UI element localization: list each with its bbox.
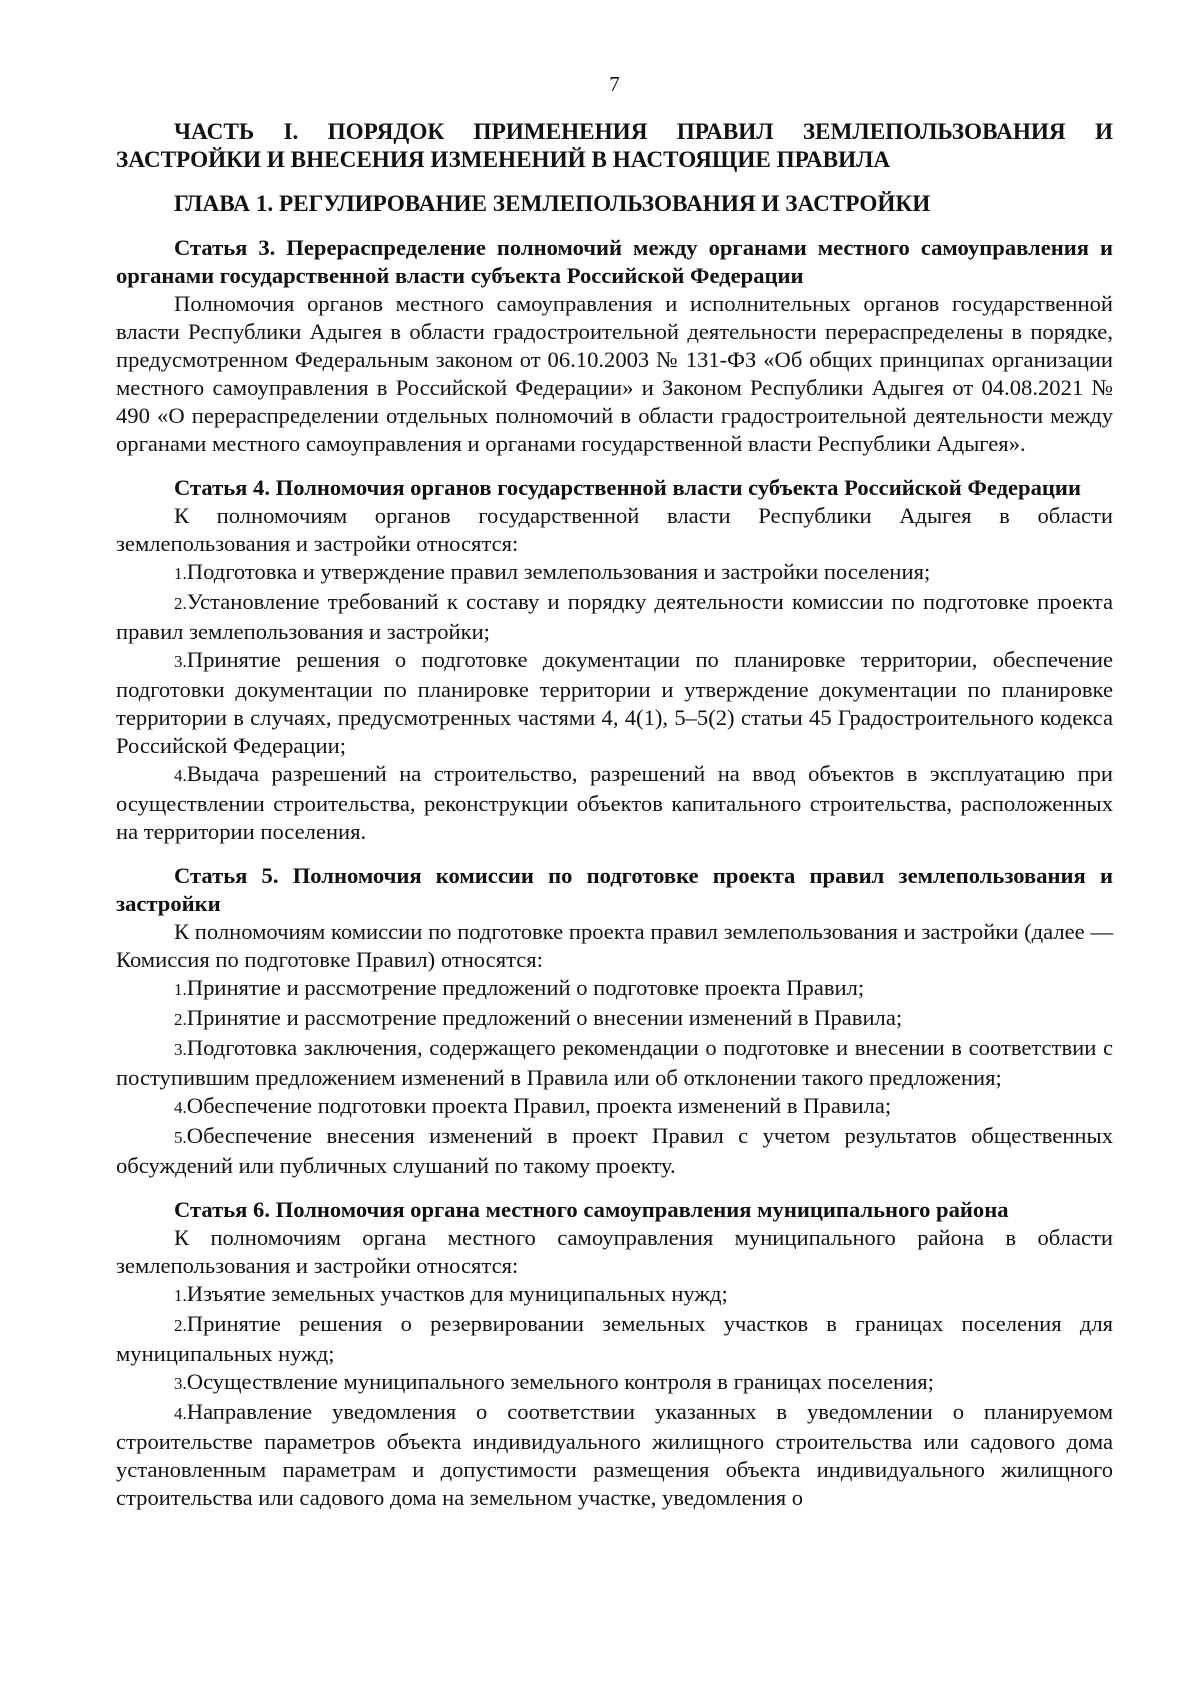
article-item-list bbox=[116, 1280, 1113, 1512]
article-item-list bbox=[116, 558, 1113, 846]
list-item: 1.Изъятие земельных участков для муниципальных нужд; bbox=[174, 1281, 728, 1306]
article-intro: К полномочиям органов государственной власти Республики Адыгея в области землепользования и застройки относятся: bbox=[116, 503, 1113, 556]
article-paragraph: Полномочия органов местного самоуправления и исполнительных органов государственной власти Республики Адыгея в области градостроительной деятельности перераспределены в порядке, предусмотренном Федеральным законом от 06.10.2003 № 131-ФЗ «Об общих принципах организации местного самоуправления в Российской Федерации» и Законом Республики Адыгея от 04.08.2021 № 490 «О перераспределении отдельных полномочий в области градостроительной деятельности между органами местного самоуправления и органами государственной власти Республики Адыгея». bbox=[116, 291, 1113, 456]
article-intro: К полномочиям органа местного самоуправления муниципального района в области землепользования и застройки относятся: bbox=[116, 1225, 1113, 1278]
page-number: 7 bbox=[609, 72, 620, 96]
article-4 bbox=[116, 474, 1113, 846]
list-item: 3.Подготовка заключения, содержащего рекомендации о подготовке и внесении в соответствии с поступившим предложением изменений в Правила или об отклонении такого предложения; bbox=[116, 1035, 1113, 1090]
list-item: 1.Принятие и рассмотрение предложений о подготовке проекта Правил; bbox=[174, 975, 865, 1000]
list-item: 5.Обеспечение внесения изменений в проект Правил с учетом результатов общественных обсуждений или публичных слушаний по такому проекту. bbox=[116, 1123, 1113, 1178]
article-title: Статья 4. Полномочия органов государственной власти субъекта Российской Федерации bbox=[174, 475, 1081, 500]
list-item: 3.Осуществление муниципального земельного контроля в границах поселения; bbox=[174, 1369, 934, 1394]
article-item-list bbox=[116, 974, 1113, 1180]
list-item: 4.Направление уведомления о соответствии указанных в уведомлении о планируемом строительстве параметров объекта индивидуального жилищного строительства или садового дома установленным параметрам и допустимости размещения объекта индивидуального жилищного строительства или садового дома на земельном участке, уведомления о bbox=[116, 1399, 1113, 1510]
article-6 bbox=[116, 1196, 1113, 1512]
list-item: 4.Выдача разрешений на строительство, разрешений на ввод объектов в эксплуатацию при осуществлении строительства, реконструкции объектов капитального строительства, расположенных на территории поселения. bbox=[116, 761, 1113, 844]
article-intro: К полномочиям комиссии по подготовке проекта правил землепользования и застройки (далее — Комиссия по подготовке Правил) относятся: bbox=[116, 919, 1113, 972]
article-5 bbox=[116, 862, 1113, 1180]
part-title: ЧАСТЬ I. ПОРЯДОК ПРИМЕНЕНИЯ ПРАВИЛ ЗЕМЛЕПОЛЬЗОВАНИЯ И ЗАСТРОЙКИ И ВНЕСЕНИЯ ИЗМЕНЕНИЙ В НАСТОЯЩИЕ ПРАВИЛА bbox=[116, 119, 1113, 173]
list-item: 2.Установление требований к составу и порядку деятельности комиссии по подготовке проекта правил землепользования и застройки; bbox=[116, 589, 1113, 644]
article-title: Статья 3. Перераспределение полномочий между органами местного самоуправления и органами государственной власти субъекта Российской Федерации bbox=[116, 235, 1113, 288]
list-item: 2.Принятие решения о резервировании земельных участков в границах поселения для муниципальных нужд; bbox=[116, 1311, 1113, 1366]
article-3 bbox=[116, 234, 1113, 458]
list-item: 4.Обеспечение подготовки проекта Правил, проекта изменений в Правила; bbox=[174, 1093, 892, 1118]
list-item: 3.Принятие решения о подготовке документации по планировке территории, обеспечение подготовки документации по планировке территории и утверждение документации по планировке территории в случаях, предусмотренных частями 4, 4(1), 5–5(2) статьи 45 Градостроительного кодекса Российской Федерации; bbox=[116, 647, 1113, 758]
chapter-title: ГЛАВА 1. РЕГУЛИРОВАНИЕ ЗЕМЛЕПОЛЬЗОВАНИЯ И ЗАСТРОЙКИ bbox=[174, 191, 931, 217]
document-page bbox=[116, 0, 1113, 1512]
article-title: Статья 6. Полномочия органа местного самоуправления муниципального района bbox=[174, 1197, 1009, 1222]
list-item: 1.Подготовка и утверждение правил землепользования и застройки поселения; bbox=[174, 559, 931, 584]
list-item: 2.Принятие и рассмотрение предложений о внесении изменений в Правила; bbox=[174, 1005, 903, 1030]
article-title: Статья 5. Полномочия комиссии по подготовке проекта правил землепользования и застройки bbox=[116, 863, 1113, 916]
